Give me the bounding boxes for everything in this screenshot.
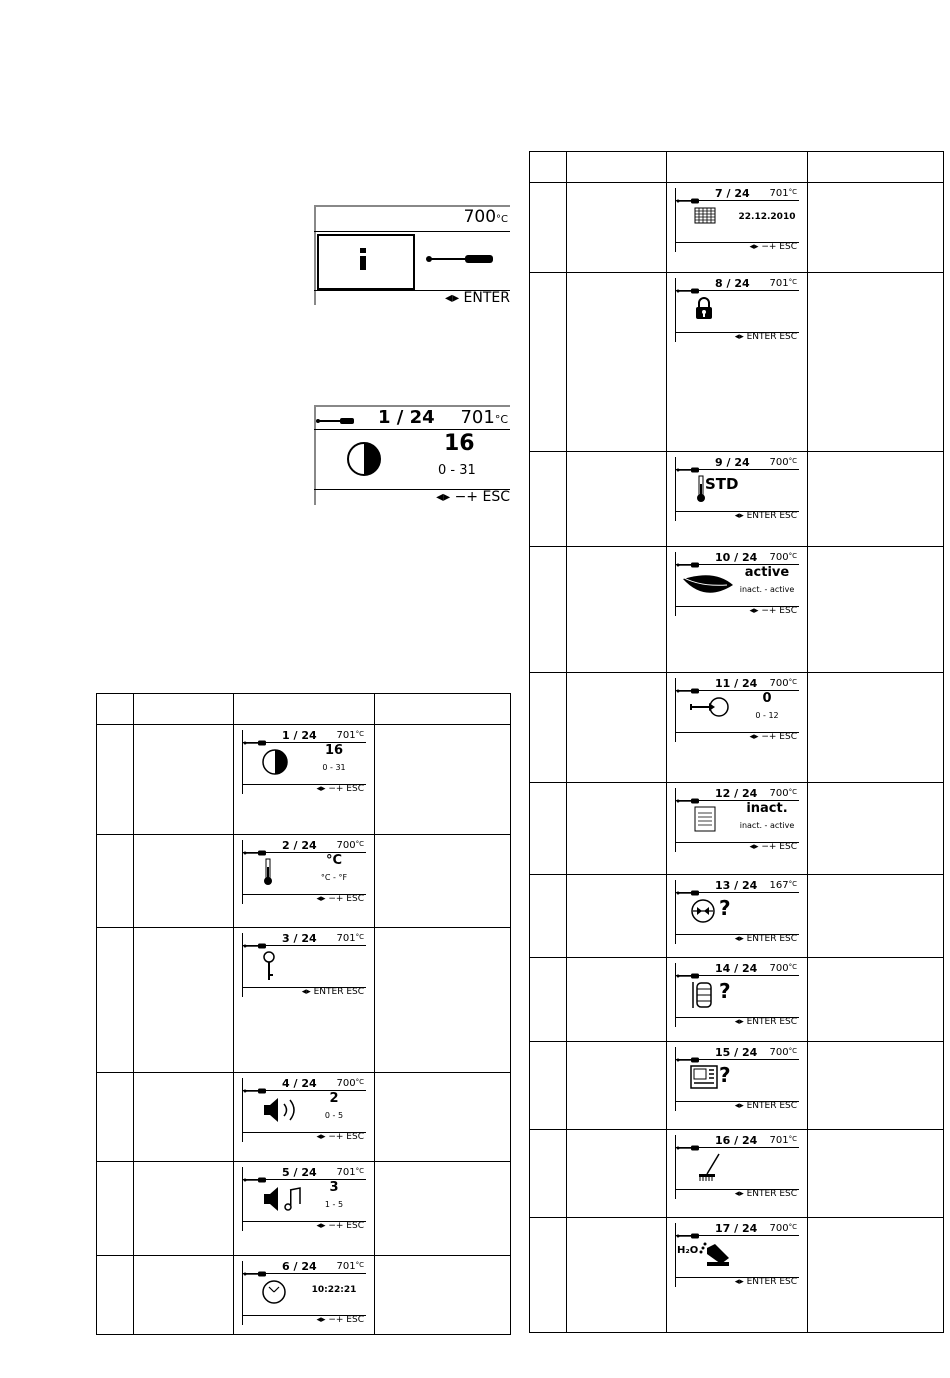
setting-range: 0 - 31 bbox=[322, 763, 346, 772]
settings-table-left bbox=[96, 693, 511, 1335]
setting-value: 16 bbox=[324, 743, 344, 758]
current-temp: $701^{^\circ C}$ bbox=[769, 1135, 797, 1146]
page-indicator: 9 / 24 bbox=[715, 456, 750, 469]
current-temp: $700^{^\circ C}$ bbox=[769, 457, 797, 468]
lcd-screen bbox=[675, 1135, 799, 1199]
lcd-screen bbox=[242, 730, 366, 794]
lcd-screen bbox=[242, 933, 366, 997]
setting-value: 10:22:21 bbox=[311, 1285, 357, 1295]
key-hints: ◂▸ −+ ESC bbox=[316, 784, 364, 794]
page-indicator: 8 / 24 bbox=[715, 277, 750, 290]
speaker-icon bbox=[242, 1091, 306, 1131]
first-screen bbox=[314, 405, 510, 505]
current-temp: $701^{^\circ C}$ bbox=[336, 933, 364, 944]
current-temp: $701^{^\circ C}$ bbox=[769, 278, 797, 289]
key-hints: ◂▸ ENTER ESC bbox=[734, 1277, 797, 1287]
setting-range: 0 - 31 bbox=[438, 463, 476, 478]
page-indicator: 14 / 24 bbox=[715, 962, 758, 975]
lock-icon bbox=[675, 291, 739, 331]
main-temp: 700°C bbox=[463, 207, 508, 227]
setting-value: 22.12.2010 bbox=[738, 212, 796, 222]
page-indicator: 16 / 24 bbox=[715, 1134, 758, 1147]
lcd-screen bbox=[242, 840, 366, 904]
current-temp: $700^{^\circ C}$ bbox=[769, 552, 797, 563]
first-footer: ◂▸ −+ ESC bbox=[436, 489, 510, 505]
key-hints: ◂▸ ENTER ESC bbox=[301, 987, 364, 997]
page-indicator: 6 / 24 bbox=[282, 1260, 317, 1273]
water-icon bbox=[675, 1236, 739, 1276]
service-icon bbox=[675, 691, 739, 731]
key-hints: ◂▸ −+ ESC bbox=[749, 732, 797, 742]
key-hints: ◂▸ ENTER ESC bbox=[734, 511, 797, 521]
current-temp: $700^{^\circ C}$ bbox=[769, 1047, 797, 1058]
contrast-icon bbox=[242, 743, 306, 783]
lcd-screen bbox=[675, 963, 799, 1027]
main-footer: ◂▸ ENTER bbox=[445, 290, 510, 306]
page-indicator: 4 / 24 bbox=[282, 1077, 317, 1090]
protocol-icon bbox=[675, 801, 739, 841]
current-temp: $167^{^\circ C}$ bbox=[769, 880, 797, 891]
thermometer-icon bbox=[242, 853, 306, 893]
key-hints: ◂▸ −+ ESC bbox=[749, 242, 797, 252]
settings-table-right bbox=[529, 151, 944, 1333]
current-temp: $701^{^\circ C}$ bbox=[336, 730, 364, 741]
key-hints: ◂▸ ENTER ESC bbox=[734, 1189, 797, 1199]
key-icon bbox=[242, 946, 306, 986]
brush-icon bbox=[675, 1148, 739, 1188]
lcd-screen bbox=[242, 1167, 366, 1231]
lcd-screen bbox=[675, 1047, 799, 1111]
speaker-note-icon bbox=[242, 1180, 306, 1220]
current-temp: $700^{^\circ C}$ bbox=[336, 1078, 364, 1089]
key-hints: ◂▸ ENTER ESC bbox=[734, 332, 797, 342]
current-temp: $700^{^\circ C}$ bbox=[769, 963, 797, 974]
current-temp: $700^{^\circ C}$ bbox=[336, 840, 364, 851]
setting-value: ? bbox=[719, 1063, 731, 1087]
current-temp: $701^{^\circ C}$ bbox=[769, 188, 797, 199]
lcd-screen bbox=[242, 1078, 366, 1142]
page-indicator: 5 / 24 bbox=[282, 1166, 317, 1179]
lcd-screen bbox=[675, 552, 799, 616]
current-temp: 701°C bbox=[460, 407, 508, 428]
key-hints: ◂▸ −+ ESC bbox=[749, 606, 797, 616]
page-indicator: 3 / 24 bbox=[282, 932, 317, 945]
lcd-screen bbox=[675, 278, 799, 342]
page-indicator: 1 / 24 bbox=[378, 407, 435, 428]
page-indicator: 15 / 24 bbox=[715, 1046, 758, 1059]
setting-value: 3 bbox=[329, 1180, 339, 1195]
current-temp: $701^{^\circ C}$ bbox=[336, 1167, 364, 1178]
page-indicator: 2 / 24 bbox=[282, 839, 317, 852]
key-hints: ◂▸ −+ ESC bbox=[749, 842, 797, 852]
lcd-screen bbox=[675, 880, 799, 944]
setting-value: 2 bbox=[329, 1091, 339, 1106]
info-icon bbox=[359, 248, 367, 272]
setting-value: active bbox=[744, 565, 790, 580]
page-indicator: 13 / 24 bbox=[715, 879, 758, 892]
setting-value: STD bbox=[705, 475, 739, 493]
setting-range: inact. - active bbox=[739, 585, 795, 594]
setting-range: 1 - 5 bbox=[324, 1200, 344, 1209]
setting-range: inact. - active bbox=[739, 821, 795, 830]
key-hints: ◂▸ −+ ESC bbox=[316, 1221, 364, 1231]
key-hints: ◂▸ ENTER ESC bbox=[734, 1101, 797, 1111]
tool-icon[interactable] bbox=[426, 251, 496, 272]
leaf-icon bbox=[675, 565, 739, 605]
lcd-screen bbox=[242, 1261, 366, 1325]
setting-value: 0 bbox=[762, 691, 772, 706]
calendar-icon bbox=[675, 201, 739, 241]
current-temp: $701^{^\circ C}$ bbox=[336, 1261, 364, 1272]
lcd-screen bbox=[675, 457, 799, 521]
current-temp: $700^{^\circ C}$ bbox=[769, 1223, 797, 1234]
setting-value: ? bbox=[719, 979, 731, 1003]
setting-range: 0 - 5 bbox=[324, 1111, 344, 1120]
key-hints: ◂▸ ENTER ESC bbox=[734, 1017, 797, 1027]
lcd-screen bbox=[675, 788, 799, 852]
current-temp: $700^{^\circ C}$ bbox=[769, 788, 797, 799]
lcd-screen bbox=[675, 678, 799, 742]
page-indicator: 7 / 24 bbox=[715, 187, 750, 200]
page-indicator: 11 / 24 bbox=[715, 677, 758, 690]
setting-value: ? bbox=[719, 896, 731, 920]
setting-value: °C bbox=[325, 853, 343, 868]
setting-range: °C - °F bbox=[320, 873, 348, 882]
main-screen bbox=[314, 205, 510, 305]
contrast-icon bbox=[346, 441, 382, 482]
page-indicator: 12 / 24 bbox=[715, 787, 758, 800]
lcd-screen bbox=[675, 1223, 799, 1287]
lcd-screen bbox=[675, 188, 799, 252]
key-hints: ◂▸ −+ ESC bbox=[316, 894, 364, 904]
page-indicator: 17 / 24 bbox=[715, 1222, 758, 1235]
page-indicator: 10 / 24 bbox=[715, 551, 758, 564]
key-hints: ◂▸ ENTER ESC bbox=[734, 934, 797, 944]
page-indicator: 1 / 24 bbox=[282, 729, 317, 742]
current-temp: $700^{^\circ C}$ bbox=[769, 678, 797, 689]
key-hints: ◂▸ −+ ESC bbox=[316, 1315, 364, 1325]
key-hints: ◂▸ −+ ESC bbox=[316, 1132, 364, 1142]
setting-value: H₂O bbox=[677, 1245, 699, 1256]
setting-value: inact. bbox=[746, 801, 788, 816]
info-tile[interactable] bbox=[317, 234, 415, 290]
clock-icon bbox=[242, 1274, 306, 1314]
setting-value: 16 bbox=[444, 431, 475, 456]
setting-range: 0 - 12 bbox=[755, 711, 779, 720]
